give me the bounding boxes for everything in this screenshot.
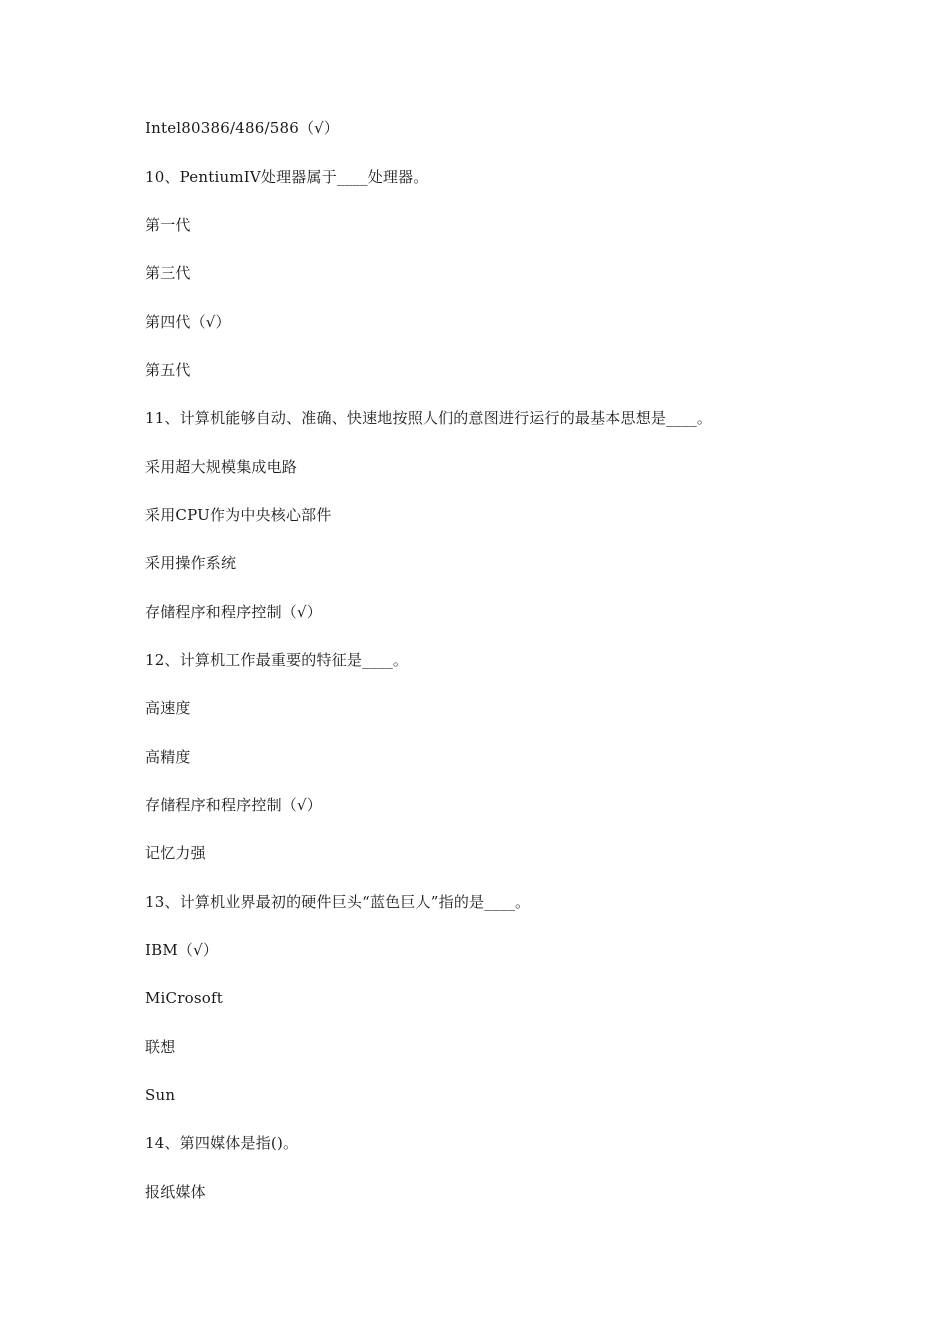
option-text: MiCrosoft <box>145 989 223 1007</box>
option-text: 联想 <box>145 1038 176 1056</box>
option-text: 第一代 <box>145 216 191 234</box>
option-text: 存储程序和程序控制（√） <box>145 796 322 814</box>
question-text: 11、计算机能够自动、准确、快速地按照人们的意图进行运行的最基本思想是____。 <box>145 409 713 427</box>
option-text: 第四代（√） <box>145 313 231 331</box>
option-text: 第五代 <box>145 361 191 379</box>
question-text: 13、计算机业界最初的硬件巨头“蓝色巨人”指的是____。 <box>145 893 531 911</box>
option-text: Intel80386/486/586（√） <box>145 119 340 137</box>
option-text: 第三代 <box>145 264 191 282</box>
option-text: 记忆力强 <box>145 844 206 862</box>
option-text: 存储程序和程序控制（√） <box>145 603 322 621</box>
option-text: 采用CPU作为中央核心部件 <box>145 506 332 524</box>
question-text: 14、第四媒体是指()。 <box>145 1134 299 1152</box>
question-text: 12、计算机工作最重要的特征是____。 <box>145 651 409 669</box>
option-text: 采用操作系统 <box>145 554 237 572</box>
option-text: 采用超大规模集成电路 <box>145 458 298 476</box>
option-text: 报纸媒体 <box>145 1183 206 1201</box>
option-text: Sun <box>145 1086 176 1104</box>
option-text: 高精度 <box>145 748 191 766</box>
option-text: 高速度 <box>145 699 191 717</box>
option-text: IBM（√） <box>145 941 219 959</box>
question-text: 10、PentiumIV处理器属于____处理器。 <box>145 168 429 186</box>
